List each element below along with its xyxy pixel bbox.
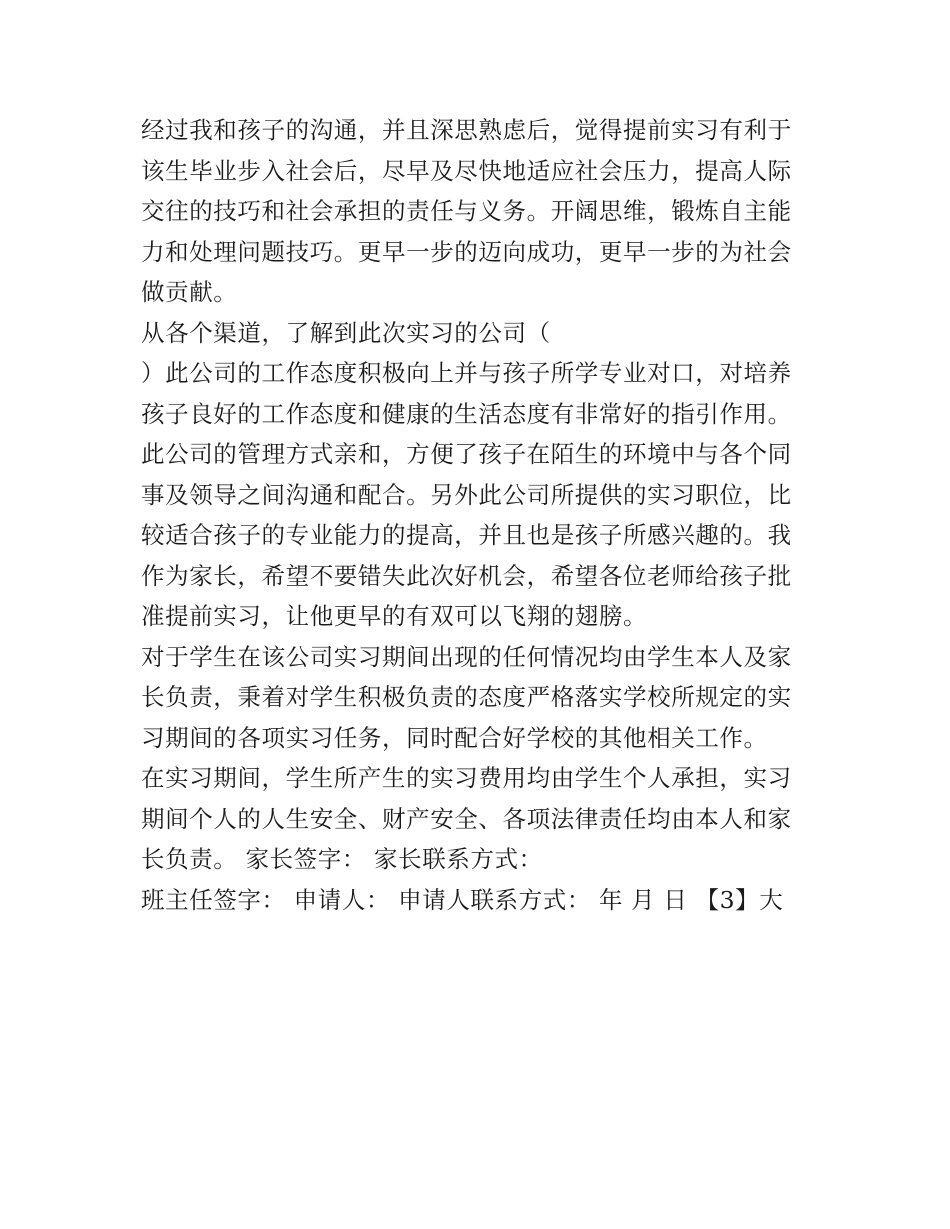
text-line: 从各个渠道，了解到此次实习的公司（ <box>141 318 551 347</box>
text-line: 做贡献。 <box>141 278 238 306</box>
text-line: 期间个人的人生安全、财产安全、各项法律责任均由本人和家 <box>141 804 792 833</box>
text-line: 班主任签字： 申请人： 申请人联系方式： 年 月 日 【3】大 <box>141 885 784 914</box>
text-line: 准提前实习，让他更早的有双可以飞翔的翅膀。 <box>141 602 648 630</box>
text-line: 对于学生在该公司实习期间出现的任何情况均由学生本人及家 <box>141 642 792 671</box>
text-line: 事及领导之间沟通和配合。另外此公司所提供的实习职位，比 <box>141 480 792 509</box>
text-line: 孩子良好的工作态度和健康的生活态度有非常好的指引作用。 <box>141 399 792 428</box>
text-line: 长负责，秉着对学生积极负责的态度严格落实学校所规定的实 <box>141 683 792 711</box>
text-line: 作为家长，希望不要错失此次好机会，希望各位老师给孩子批 <box>141 561 792 590</box>
text-line: 较适合孩子的专业能力的提高，并且也是孩子所感兴趣的。我 <box>141 521 792 549</box>
text-line: 长负责。 家长签字： 家长联系方式： <box>141 845 543 873</box>
text-line: 此公司的管理方式亲和，方便了孩子在陌生的环境中与各个同 <box>141 440 792 468</box>
text-line: 交往的技巧和社会承担的责任与义务。开阔思维，锻炼自主能 <box>141 197 792 225</box>
text-line: 经过我和孩子的沟通，并且深思熟虑后，觉得提前实习有利于 <box>141 116 792 144</box>
document-body <box>141 110 821 920</box>
text-line: 力和处理问题技巧。更早一步的迈向成功，更早一步的为社会 <box>141 237 792 266</box>
text-line: 习期间的各项实习任务，同时配合好学校的其他相关工作。 <box>141 723 768 752</box>
text-line: 在实习期间，学生所产生的实习费用均由学生个人承担，实习 <box>141 764 792 792</box>
text-line: 该生毕业步入社会后，尽早及尽快地适应社会压力，提高人际 <box>141 156 792 185</box>
text-line: ）此公司的工作态度积极向上并与孩子所学专业对口，对培养 <box>141 359 792 387</box>
